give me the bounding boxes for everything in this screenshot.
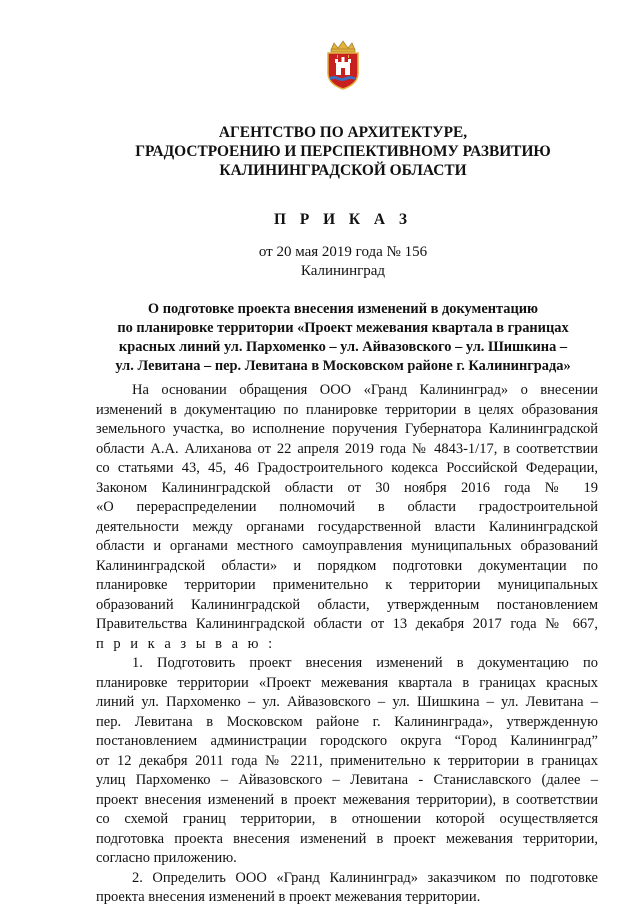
item1-line: от 12 декабря 2011 года № 2211, применительно к территории в границах (96, 752, 598, 769)
body-line: области и органами местного самоуправления муниципальных образований (96, 538, 598, 554)
item1-line: со схемой границ территории, в отношении которой осуществляется (96, 811, 598, 827)
item2-line: 2. Определить ООО «Гранд Калининград» заказчиком по подготовке (132, 869, 598, 886)
document-date-number: от 20 мая 2019 года № 156 (258, 244, 428, 260)
kaliningrad-coat-of-arms-icon (322, 40, 364, 90)
document-meta (80, 243, 606, 281)
body-line: образований Калининградской области, утвержденным постановлением (96, 596, 598, 613)
body-line: изменений в документацию по планировке территории в целях образования (96, 401, 598, 418)
item1-line: проект внесения изменений в проект межевания территории), в соответствии (96, 791, 598, 808)
document-title: П Р И К А З (274, 211, 412, 228)
document-subject (80, 300, 606, 376)
body-line: Законом Калининградской области от 30 ноября 2016 года № 19 (96, 479, 598, 496)
item1-line: подготовка проекта внесения изменений в проект межевания территории, (96, 830, 598, 847)
subject-line: ул. Левитана – пер. Левитана в Московском районе г. Калининграда» (115, 358, 571, 374)
subject-line: О подготовке проекта внесения изменений в документацию (147, 301, 539, 317)
agency-line: КАЛИНИНГРАДСКОЙ ОБЛАСТИ (219, 162, 467, 179)
body-line: планировке территории применительно к территории муниципальных (96, 577, 598, 593)
item1-line: планировке территории «Проект межевания квартала в границах красных (96, 674, 598, 691)
subject-line: по планировке территории «Проект межевания квартала в границах (117, 320, 569, 336)
document-city: Калининград (300, 263, 386, 279)
item1-line: согласно приложению. (96, 850, 237, 866)
agency-line: АГЕНТСТВО ПО АРХИТЕКТУРЕ, (218, 124, 468, 141)
body-line: На основании обращения ООО «Гранд Калининград» о внесении (132, 382, 598, 398)
item1-line: 1. Подготовить проект внесения изменений в документацию по (132, 655, 598, 671)
body-line: земельного участка, во исполнение поручения Губернатора Калининградской (96, 421, 598, 437)
body-line: «О перераспределении полномочий в области градостроительной (96, 499, 598, 515)
agency-line: ГРАДОСТРОЕНИЮ И ПЕРСПЕКТИВНОМУ РАЗВИТИЮ (135, 143, 551, 160)
document-body (96, 381, 598, 908)
body-line: деятельности между органами государственной власти Калининградской (96, 518, 598, 535)
item1-line: пер. Левитана в Московском районе г. Калининграда», утвержденную (96, 713, 598, 730)
body-line: Правительства Калининградской области от 13 декабря 2017 года № 667, (96, 616, 598, 632)
subject-line: красных линий ул. Пархоменко – ул. Айвазовского – ул. Шишкина – (118, 339, 568, 355)
item2-line: проекта внесения изменений в проект межевания территории. (96, 889, 481, 905)
item1-line: улиц Пархоменко – Айвазовского – Левитана - Станиславского (далее – (96, 772, 598, 788)
order-word: п р и к а з ы в а ю : (96, 635, 276, 652)
body-line: Калининградской области» и порядком подготовки документации по (96, 557, 598, 574)
body-line: области А.А. Алиханова от 22 апреля 2019 года № 4843-1/17, в соответствии (96, 440, 598, 457)
agency-name (80, 123, 606, 180)
body-line: со статьями 43, 45, 46 Градостроительного кодекса Российской Федерации, (96, 460, 598, 476)
item1-line: линий ул. Пархоменко – ул. Айвазовского – ул. Шишкина – ул. Левитана – (96, 694, 598, 710)
item1-line: постановлением администрации городского округа “Город Калининград” (96, 733, 598, 749)
